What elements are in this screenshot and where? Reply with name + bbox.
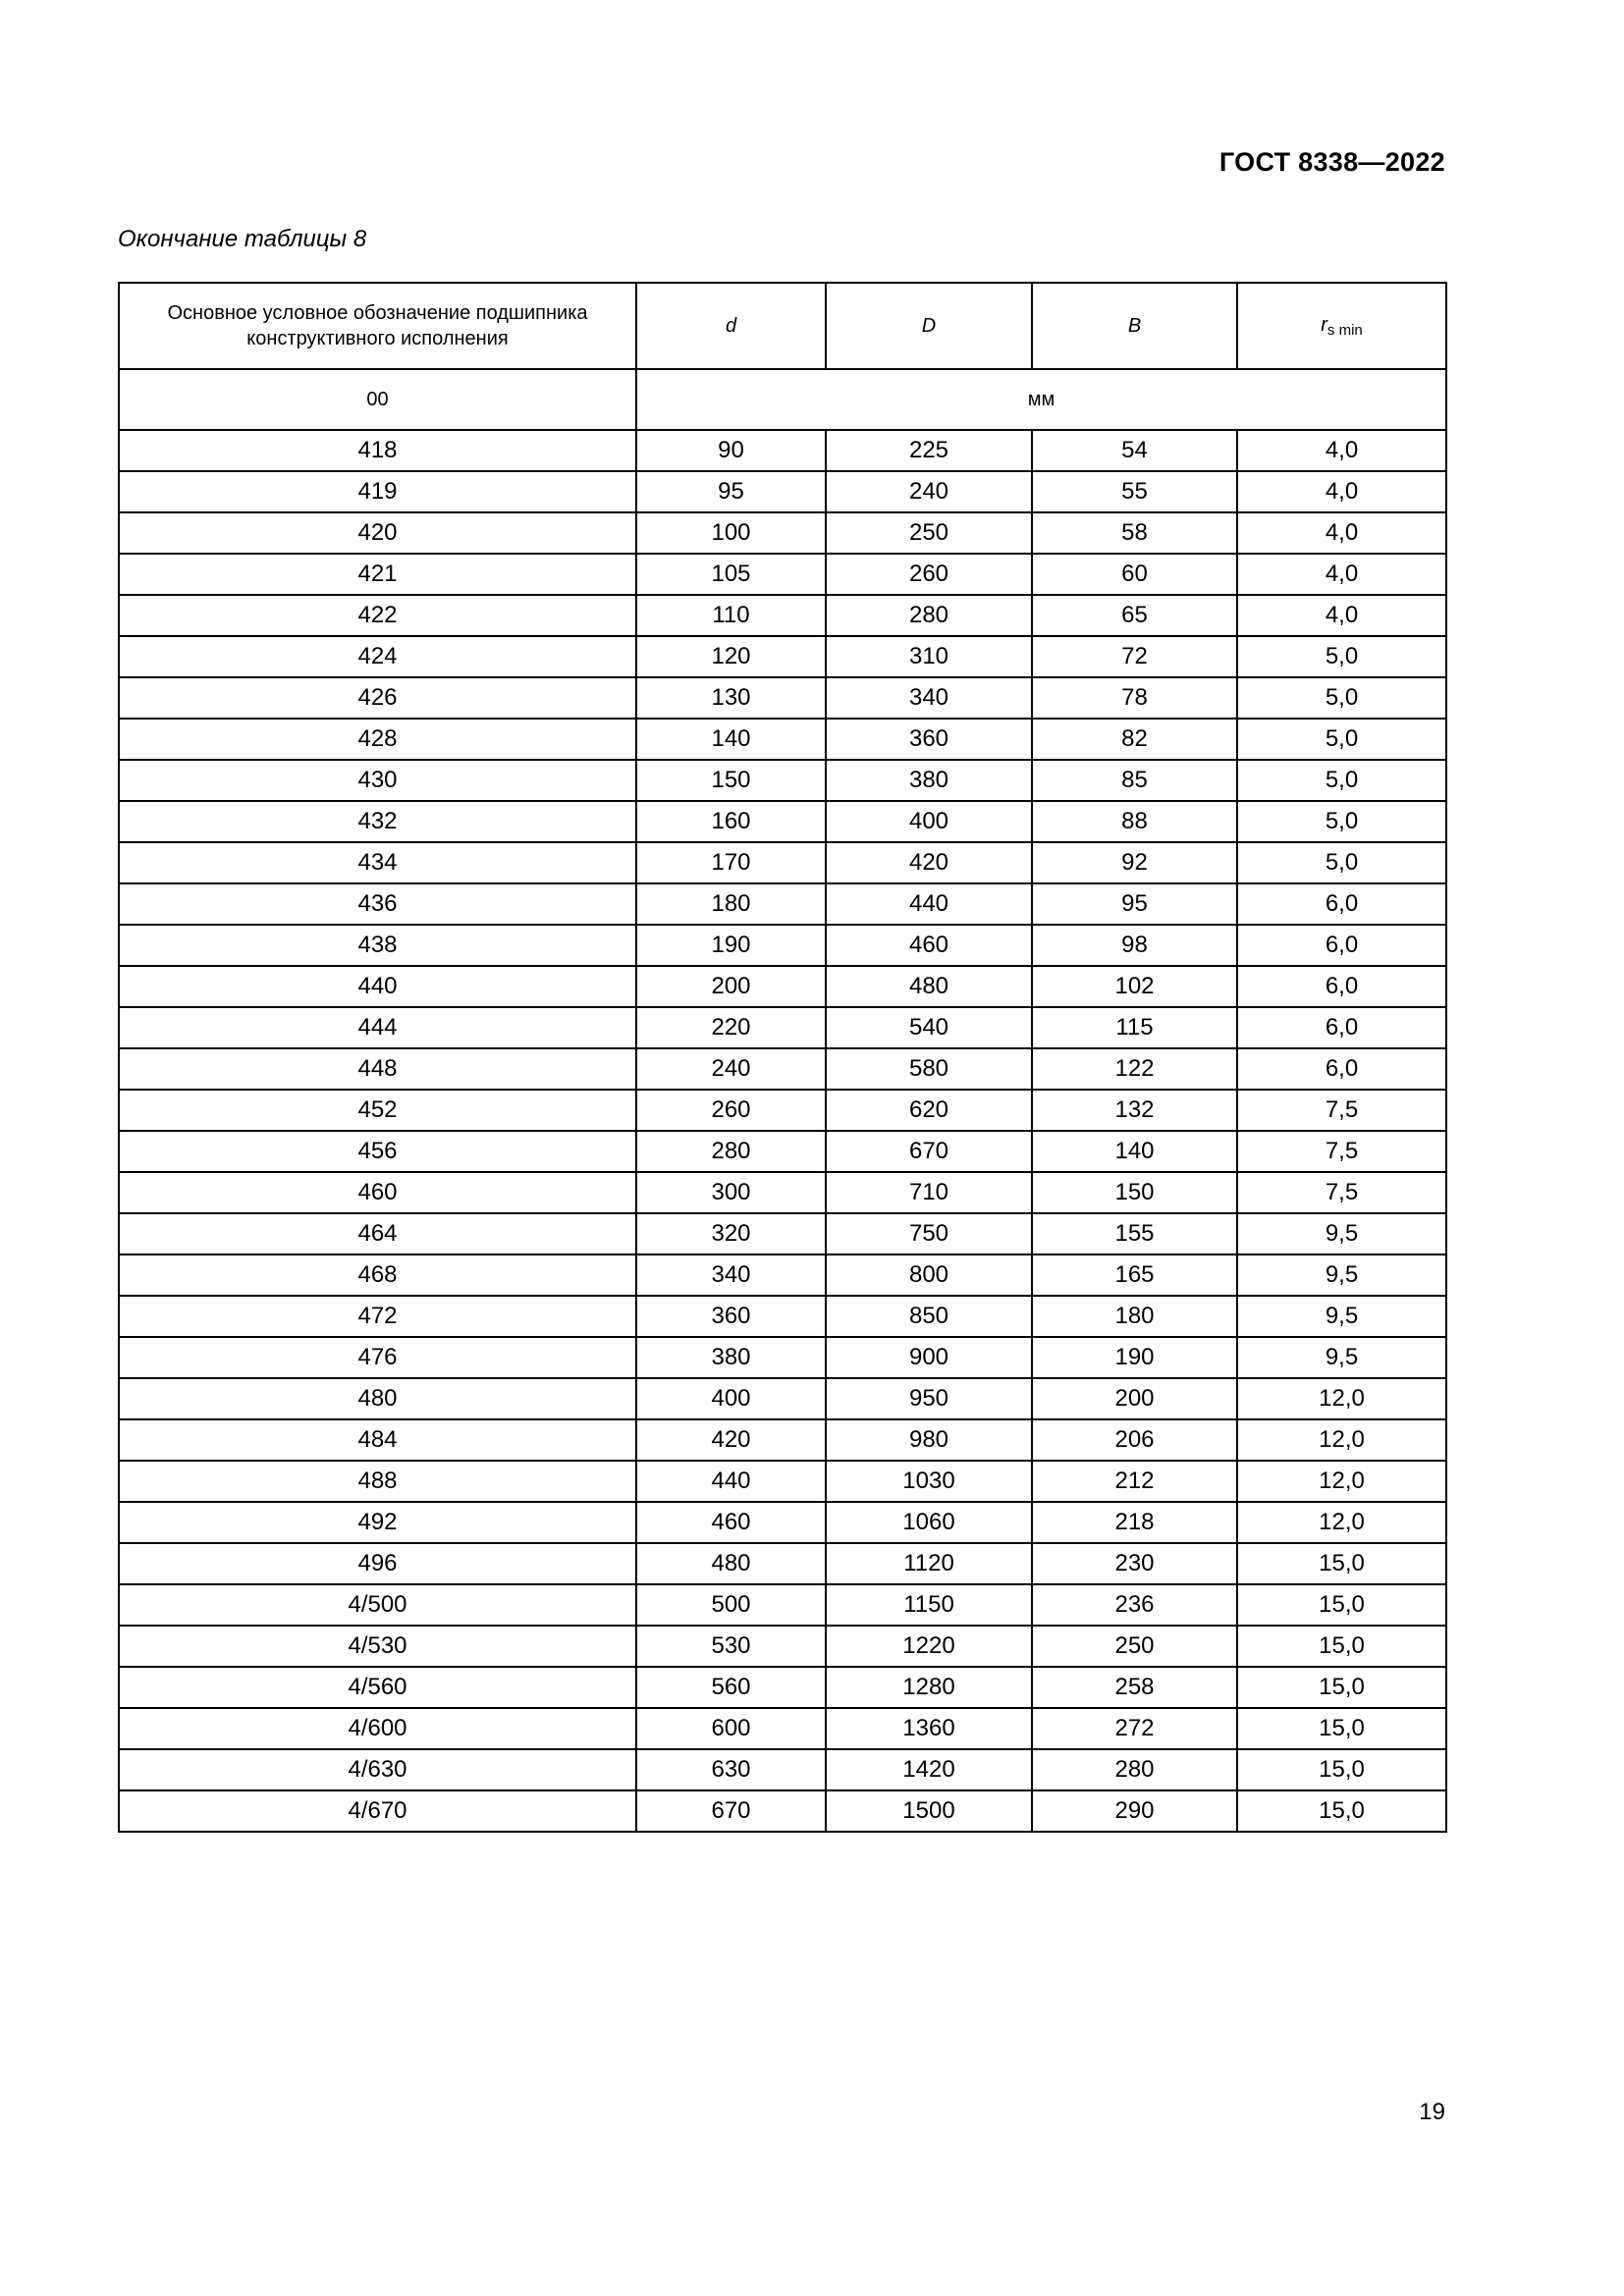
r-s-min-cell: 6,0 [1237, 1048, 1446, 1090]
B-cell: 132 [1032, 1090, 1237, 1131]
r-s-min-cell: 4,0 [1237, 430, 1446, 471]
designation-cell: 418 [119, 430, 636, 471]
r-s-min-cell: 5,0 [1237, 801, 1446, 842]
column-header-D: D [826, 283, 1032, 369]
r-s-min-cell: 7,5 [1237, 1131, 1446, 1172]
d-cell: 300 [636, 1172, 826, 1213]
D-cell: 1360 [826, 1708, 1032, 1749]
B-cell: 212 [1032, 1461, 1237, 1502]
table-row [119, 1131, 1446, 1172]
B-cell: 55 [1032, 471, 1237, 512]
designation-cell: 419 [119, 471, 636, 512]
designation-cell: 472 [119, 1296, 636, 1337]
r-s-min-cell: 12,0 [1237, 1378, 1446, 1419]
designation-cell: 4/630 [119, 1749, 636, 1790]
D-cell: 250 [826, 512, 1032, 554]
designation-cell: 424 [119, 636, 636, 677]
column-header-B: B [1032, 283, 1237, 369]
D-cell: 400 [826, 801, 1032, 842]
B-cell: 78 [1032, 677, 1237, 719]
B-cell: 258 [1032, 1667, 1237, 1708]
D-cell: 260 [826, 554, 1032, 595]
designation-cell: 452 [119, 1090, 636, 1131]
table-row [119, 1296, 1446, 1337]
D-cell: 1030 [826, 1461, 1032, 1502]
d-cell: 220 [636, 1007, 826, 1048]
d-cell: 260 [636, 1090, 826, 1131]
D-cell: 360 [826, 719, 1032, 760]
r-s-min-cell: 15,0 [1237, 1584, 1446, 1626]
d-cell: 420 [636, 1419, 826, 1461]
table-row [119, 719, 1446, 760]
d-cell: 320 [636, 1213, 826, 1255]
designation-cell: 492 [119, 1502, 636, 1543]
table-row [119, 1007, 1446, 1048]
d-cell: 670 [636, 1790, 826, 1832]
d-cell: 630 [636, 1749, 826, 1790]
B-cell: 272 [1032, 1708, 1237, 1749]
D-cell: 240 [826, 471, 1032, 512]
D-cell: 540 [826, 1007, 1032, 1048]
units-row [119, 369, 1446, 430]
d-cell: 460 [636, 1502, 826, 1543]
designation-cell: 456 [119, 1131, 636, 1172]
d-cell: 360 [636, 1296, 826, 1337]
table-row [119, 883, 1446, 925]
table-body [119, 430, 1446, 1832]
table-row [119, 677, 1446, 719]
d-cell: 240 [636, 1048, 826, 1090]
table-row [119, 1667, 1446, 1708]
designation-cell: 484 [119, 1419, 636, 1461]
r-s-min-cell: 9,5 [1237, 1255, 1446, 1296]
units-cell: мм [636, 369, 1446, 430]
document-code: ГОСТ 8338—2022 [1218, 147, 1445, 177]
r-s-min-cell: 15,0 [1237, 1790, 1446, 1832]
designation-cell: 480 [119, 1378, 636, 1419]
designation-cell: 434 [119, 842, 636, 883]
d-cell: 120 [636, 636, 826, 677]
B-cell: 60 [1032, 554, 1237, 595]
D-cell: 310 [826, 636, 1032, 677]
d-cell: 440 [636, 1461, 826, 1502]
d-cell: 380 [636, 1337, 826, 1378]
r-s-min-cell: 6,0 [1237, 883, 1446, 925]
B-cell: 280 [1032, 1749, 1237, 1790]
designation-cell: 420 [119, 512, 636, 554]
D-cell: 980 [826, 1419, 1032, 1461]
table-row [119, 1337, 1446, 1378]
D-cell: 950 [826, 1378, 1032, 1419]
B-cell: 122 [1032, 1048, 1237, 1090]
r-s-min-cell: 15,0 [1237, 1626, 1446, 1667]
d-cell: 90 [636, 430, 826, 471]
table-row [119, 1502, 1446, 1543]
designation-cell: 4/530 [119, 1626, 636, 1667]
bearing-dimensions-table [118, 282, 1447, 1833]
r-s-min-cell: 12,0 [1237, 1502, 1446, 1543]
r-subscript: s min [1326, 322, 1363, 339]
table-row [119, 1790, 1446, 1832]
designation-cell: 422 [119, 595, 636, 636]
B-cell: 65 [1032, 595, 1237, 636]
table-row [119, 1584, 1446, 1626]
r-s-min-cell: 5,0 [1237, 677, 1446, 719]
table-row [119, 430, 1446, 471]
D-cell: 800 [826, 1255, 1032, 1296]
B-cell: 82 [1032, 719, 1237, 760]
d-cell: 280 [636, 1131, 826, 1172]
d-cell: 400 [636, 1378, 826, 1419]
D-cell: 850 [826, 1296, 1032, 1337]
table-caption: Окончание таблицы 8 [118, 226, 367, 252]
table-row [119, 842, 1446, 883]
r-s-min-cell: 6,0 [1237, 925, 1446, 966]
r-s-min-cell: 9,5 [1237, 1213, 1446, 1255]
r-s-min-cell: 15,0 [1237, 1667, 1446, 1708]
B-cell: 250 [1032, 1626, 1237, 1667]
table-row [119, 1048, 1446, 1090]
r-s-min-cell: 4,0 [1237, 595, 1446, 636]
r-s-min-cell: 4,0 [1237, 554, 1446, 595]
r-s-min-cell: 12,0 [1237, 1461, 1446, 1502]
table-row [119, 1419, 1446, 1461]
d-cell: 190 [636, 925, 826, 966]
table-header-row [119, 283, 1446, 369]
d-cell: 500 [636, 1584, 826, 1626]
designation-cell: 4/500 [119, 1584, 636, 1626]
B-cell: 230 [1032, 1543, 1237, 1584]
designation-cell: 488 [119, 1461, 636, 1502]
r-s-min-cell: 5,0 [1237, 719, 1446, 760]
r-s-min-cell: 5,0 [1237, 636, 1446, 677]
r-s-min-cell: 5,0 [1237, 760, 1446, 801]
B-cell: 206 [1032, 1419, 1237, 1461]
designation-cell: 448 [119, 1048, 636, 1090]
d-cell: 200 [636, 966, 826, 1007]
D-cell: 480 [826, 966, 1032, 1007]
D-cell: 460 [826, 925, 1032, 966]
B-cell: 98 [1032, 925, 1237, 966]
designation-cell: 421 [119, 554, 636, 595]
r-s-min-cell: 9,5 [1237, 1296, 1446, 1337]
designation-cell: 464 [119, 1213, 636, 1255]
d-cell: 340 [636, 1255, 826, 1296]
D-cell: 580 [826, 1048, 1032, 1090]
table-row [119, 636, 1446, 677]
table-row [119, 1255, 1446, 1296]
r-s-min-cell: 7,5 [1237, 1090, 1446, 1131]
D-cell: 750 [826, 1213, 1032, 1255]
d-cell: 180 [636, 883, 826, 925]
page-number: 19 [1419, 2099, 1445, 2125]
r-s-min-cell: 4,0 [1237, 512, 1446, 554]
r-s-min-cell: 6,0 [1237, 1007, 1446, 1048]
B-cell: 115 [1032, 1007, 1237, 1048]
D-cell: 1120 [826, 1543, 1032, 1584]
r-s-min-cell: 15,0 [1237, 1749, 1446, 1790]
B-cell: 190 [1032, 1337, 1237, 1378]
B-cell: 85 [1032, 760, 1237, 801]
d-cell: 560 [636, 1667, 826, 1708]
r-s-min-cell: 7,5 [1237, 1172, 1446, 1213]
d-cell: 140 [636, 719, 826, 760]
designation-cell: 476 [119, 1337, 636, 1378]
D-cell: 1420 [826, 1749, 1032, 1790]
table-row [119, 595, 1446, 636]
designation-cell: 4/670 [119, 1790, 636, 1832]
column-header-designation: Основное условное обозначение подшипника конструктивного исполнения [119, 283, 636, 369]
designation-cell: 460 [119, 1172, 636, 1213]
D-cell: 1500 [826, 1790, 1032, 1832]
D-cell: 1220 [826, 1626, 1032, 1667]
r-s-min-cell: 15,0 [1237, 1543, 1446, 1584]
designation-cell: 4/560 [119, 1667, 636, 1708]
d-cell: 600 [636, 1708, 826, 1749]
designation-cell: 440 [119, 966, 636, 1007]
d-cell: 480 [636, 1543, 826, 1584]
designation-cell: 4/600 [119, 1708, 636, 1749]
B-cell: 88 [1032, 801, 1237, 842]
table-row [119, 1172, 1446, 1213]
r-s-min-cell: 9,5 [1237, 1337, 1446, 1378]
r-symbol: r [1321, 314, 1327, 336]
D-cell: 1060 [826, 1502, 1032, 1543]
D-cell: 900 [826, 1337, 1032, 1378]
table-row [119, 1090, 1446, 1131]
D-cell: 620 [826, 1090, 1032, 1131]
designation-cell: 432 [119, 801, 636, 842]
table-row [119, 512, 1446, 554]
B-cell: 218 [1032, 1502, 1237, 1543]
table-row [119, 1543, 1446, 1584]
B-cell: 200 [1032, 1378, 1237, 1419]
column-header-r-s-min [1237, 283, 1446, 369]
r-s-min-cell: 12,0 [1237, 1419, 1446, 1461]
designation-cell: 436 [119, 883, 636, 925]
designation-cell: 444 [119, 1007, 636, 1048]
designation-cell: 496 [119, 1543, 636, 1584]
B-cell: 95 [1032, 883, 1237, 925]
table-row [119, 554, 1446, 595]
B-cell: 236 [1032, 1584, 1237, 1626]
d-cell: 130 [636, 677, 826, 719]
table-row [119, 1626, 1446, 1667]
d-cell: 150 [636, 760, 826, 801]
D-cell: 380 [826, 760, 1032, 801]
d-cell: 170 [636, 842, 826, 883]
table-row [119, 760, 1446, 801]
D-cell: 225 [826, 430, 1032, 471]
D-cell: 420 [826, 842, 1032, 883]
d-cell: 100 [636, 512, 826, 554]
r-s-min-cell: 15,0 [1237, 1708, 1446, 1749]
type-code-cell: 00 [119, 369, 636, 430]
d-cell: 530 [636, 1626, 826, 1667]
B-cell: 180 [1032, 1296, 1237, 1337]
D-cell: 280 [826, 595, 1032, 636]
table-row [119, 1461, 1446, 1502]
B-cell: 92 [1032, 842, 1237, 883]
d-cell: 105 [636, 554, 826, 595]
table-row [119, 471, 1446, 512]
D-cell: 440 [826, 883, 1032, 925]
B-cell: 165 [1032, 1255, 1237, 1296]
B-cell: 54 [1032, 430, 1237, 471]
d-cell: 110 [636, 595, 826, 636]
d-cell: 95 [636, 471, 826, 512]
table-row [119, 1213, 1446, 1255]
table-row [119, 966, 1446, 1007]
designation-cell: 426 [119, 677, 636, 719]
r-s-min-cell: 4,0 [1237, 471, 1446, 512]
D-cell: 670 [826, 1131, 1032, 1172]
B-cell: 58 [1032, 512, 1237, 554]
r-s-min-cell: 5,0 [1237, 842, 1446, 883]
B-cell: 155 [1032, 1213, 1237, 1255]
B-cell: 290 [1032, 1790, 1237, 1832]
r-s-min-cell: 6,0 [1237, 966, 1446, 1007]
table-row [119, 925, 1446, 966]
B-cell: 72 [1032, 636, 1237, 677]
table-row [119, 1378, 1446, 1419]
designation-cell: 428 [119, 719, 636, 760]
table-row [119, 801, 1446, 842]
D-cell: 340 [826, 677, 1032, 719]
D-cell: 1280 [826, 1667, 1032, 1708]
designation-cell: 430 [119, 760, 636, 801]
table-row [119, 1749, 1446, 1790]
d-cell: 160 [636, 801, 826, 842]
designation-cell: 438 [119, 925, 636, 966]
B-cell: 102 [1032, 966, 1237, 1007]
B-cell: 150 [1032, 1172, 1237, 1213]
table-row [119, 1708, 1446, 1749]
D-cell: 710 [826, 1172, 1032, 1213]
designation-cell: 468 [119, 1255, 636, 1296]
D-cell: 1150 [826, 1584, 1032, 1626]
B-cell: 140 [1032, 1131, 1237, 1172]
column-header-d: d [636, 283, 826, 369]
